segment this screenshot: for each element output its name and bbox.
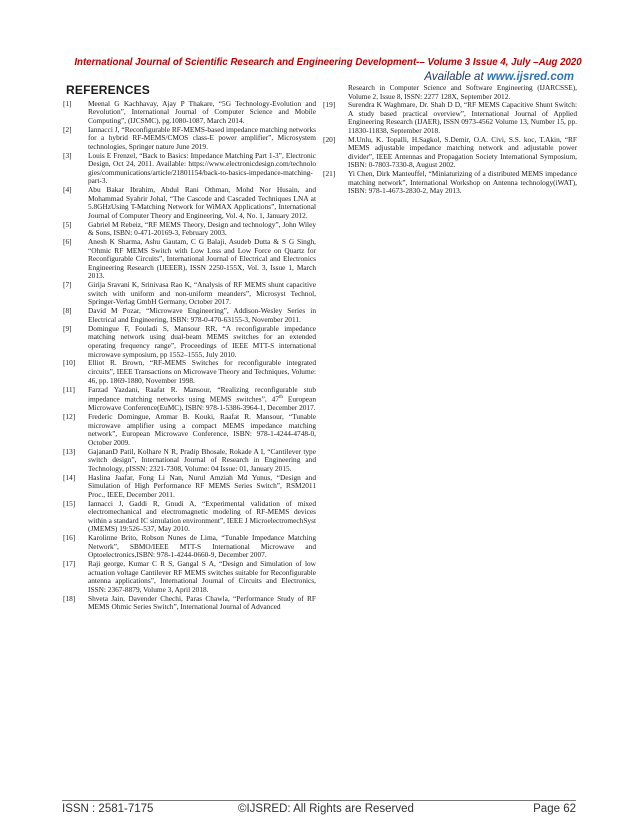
reference-text: M.Unlu, K. Topalli, H.Sagkol, S.Demir, O.A. Civi, S.S. koc, T.Akin, “RF MEMS adjustable impedance matching network and adjustable power divider”, IEEE Antennas and Propagation Society International Symposium, ISBN: 0-7803-7330-8, August 2002. <box>348 134 577 170</box>
reference-text: Surendra K Waghmare, Dr. Shah D D, “RF MEMS Capacitive Shunt Switch: A study based practical overview”, International Journal of Applied Engineering Research (IJAER), ISSN 0973-4562 Volume 13, Number 15, pp. 11830-11838, September 2018. <box>348 100 577 135</box>
reference-number: [15] <box>63 498 76 508</box>
references-heading: REFERENCES <box>66 83 151 97</box>
reference-item <box>63 325 316 359</box>
reference-item <box>63 560 316 594</box>
reference-item <box>63 448 316 474</box>
reference-item <box>63 534 316 560</box>
footer-copyright: ©IJSRED: All Rights are Reserved <box>238 803 414 815</box>
reference-number: [4] <box>63 185 72 195</box>
reference-item <box>323 101 577 135</box>
reference-number: [17] <box>63 559 76 569</box>
reference-item <box>63 413 316 447</box>
reference-item <box>323 170 577 196</box>
reference-text: David M Pozar, “Microwave Engineering”, Addison-Wesley Series in Electrical and Engineering, ISBN: 978-0-470-63155-3, November 2011. <box>88 306 316 324</box>
reference-item <box>63 100 316 126</box>
reference-text: Domingue F, Fouladi S, Mansour RR, “A reconfigurable impedance matching network using dual-beam MEMS switches for an extended operating frequency range”, Proceedings of IEEE MTT-S international microwave symposium, pp 1552–1555, July 2010. <box>88 323 316 359</box>
reference-text: Haslina Jaafar, Fong Li Nan, Nurul Amziah Md Yunus, “Design and Simulation of High Performance RF MEMS Series Switch”, RSM2011 Proc., IEEE, December 2011. <box>88 472 316 499</box>
reference-item <box>63 386 316 413</box>
reference-item <box>63 221 316 238</box>
footer-issn: ISSN : 2581-7175 <box>62 803 154 815</box>
reference-text: Abu Bakar Ibrahim, Abdul Rani Othman, Mohd Nor Husain, and Mohammad Syahrir Johal, “The Cascode and Cascaded Techniques LNA at 5.8GHzUsing T-Matching Network for WiMAX Applications”, International Journal of Computer Theory and Engineering, Vol. 4, No. 1, January 2012. <box>88 185 316 220</box>
reference-number: [12] <box>63 411 76 421</box>
reference-number: [10] <box>63 358 76 368</box>
reference-number: [14] <box>63 472 76 482</box>
reference-number: [2] <box>63 124 72 134</box>
reference-text: Gabriel M Rebeiz, “RF MEMS Theory, Design and technology”, John Wiley & Sons, ISBN: 0-471-20169-3, February 2003. <box>88 219 316 238</box>
reference-text: GajananD Patil, Kolhare N R, Pradip Bhosale, Rokade A I, “Cantilever type switch design”, International Journal of Research in Engineering and Technology, pISSN: 2321-7308, Volume: 04 Issue: 01, January 2015. <box>88 446 316 473</box>
reference-number: [7] <box>63 280 72 290</box>
reference-number: [20] <box>323 134 336 144</box>
reference-item <box>63 126 316 152</box>
reference-number: [9] <box>63 323 72 333</box>
reference-text: Karolinne Brito, Robson Nunes de Lima, “Tunable Impedance Matching Network”, SBMO/IEEE MTT-S International Microwave and Optoelectronics,ISBN: 978-1-4244-0660-9, December 2007. <box>88 533 316 560</box>
reference-continuation: Research in Computer Science and Software Engineering (IJARCSSE), Volume 2, Issue 8, ISSN: 2277 128X, September 2012. <box>348 83 577 101</box>
reference-text: Yi Chen, Dirk Manteuffel, “Miniaturizing of a distributed MEMS impedance matching network”, International Workshop on Antenna technology(iWAT), ISBN: 978-1-4673-2830-2, May 2013. <box>348 169 577 196</box>
journal-url-link[interactable]: www.ijsred.com <box>486 71 574 83</box>
reference-item <box>63 152 316 186</box>
reference-number: [18] <box>63 593 76 603</box>
reference-number: [6] <box>63 237 72 247</box>
reference-number: [5] <box>63 219 72 229</box>
reference-text: Raji george, Kumar C R S, Gangal S A, “Design and Simulation of low actuation voltage Cantilever RF MEMS switches suitable for Reconfigurable antenna applications”, International Journal of Circuits and Electronics, ISSN: 2367-8879, Volume 3, April 2018. <box>88 559 316 594</box>
reference-number: [21] <box>323 169 336 179</box>
reference-text-part: Farzad Yazdani, Raafat R. Mansour, “Realizing reconfigurable stub impedance matching networks using MEMS switches”, 47 <box>88 384 316 404</box>
reference-text: Frederic Domingue, Ammar B. Kouki, Raafat R. Mansour, “Tunable microwave amplifier using a compact MEMS impedance matching network”, European Microwave Conference, ISBN: 978-1-4244-4748-0, October 2009. <box>88 411 316 447</box>
reference-text-part: European Microwave Conference(EuMC), ISBN: 978-1-5386-3964-1, December 2017. <box>88 394 316 413</box>
reference-item <box>63 307 316 324</box>
reference-item <box>63 595 316 612</box>
reference-text: Meenal G Kachhavay, Ajay P Thakare, “5G Technology-Evolution and Revolution”, International Journal of Computer Science and Mobile Computing”, (IJCSMC), pg.1080-1087, March 2014. <box>88 98 316 125</box>
references-left-column <box>63 83 316 612</box>
journal-header-title: International Journal of Scientific Research and Engineering Development-– Volume 3 Issue 4, July –Aug 2020 <box>74 57 582 68</box>
reference-item <box>63 474 316 500</box>
reference-text: Iannacci J, Gaddi R, Gnudi A, “Experimental validation of mixed electromechanical and electromagnetic modeling of RF-MEMS devices within a standard IC simulation environment”, IEEE J MicroelectromechSyst (JMEMS) 19:526–537, May 2010. <box>88 498 316 534</box>
reference-text: Anesh K Sharma, Ashu Gautam, C G Balaji, Asudeb Dutta & S G Singh, “Ohmic RF MEMS Switch with Low Loss and Low Force on Quartz for Reconfigurable Circuits”, International Journal of Electrical and Electronics Engineering Research (IJEEER), ISSN 2250-155X, Vol. 3, Issue 1, March 2013. <box>88 237 316 281</box>
reference-item <box>63 238 316 281</box>
reference-item <box>63 186 316 220</box>
reference-text: Iannacci J, “Reconfigurable RF-MEMS-based impedance matching networks for a hybrid RF-MEMS/CMOS class-E power amplifier”, Microsystem technologies, Springer nature June 2019. <box>88 124 316 151</box>
reference-item <box>323 136 577 170</box>
reference-number: [11] <box>63 384 75 394</box>
reference-number: [1] <box>63 98 72 108</box>
reference-number: [3] <box>63 150 72 160</box>
reference-item <box>63 359 316 385</box>
reference-item <box>63 500 316 534</box>
reference-text: Louis E Frenzel, “Back to Basics: Impedance Matching Part 1-3”, Electronic Design, Oct 24, 2011. Available: https://www.electronicdesign.com/technologies/communications/article/21801154/back-to-basics-impedance-matching-part-3. <box>88 150 316 186</box>
reference-item <box>63 281 316 307</box>
available-label: Available at <box>424 71 487 83</box>
references-right-column <box>323 84 577 196</box>
reference-text: Girija Sravani K, Srinivasa Rao K, “Analysis of RF MEMS shunt capacitive switch with uniform and non-uniform meanders”, Microsyst Technol, Springer-Verlag GmbH Germany, October 2017. <box>88 280 316 307</box>
reference-number: [13] <box>63 446 76 456</box>
available-at-line <box>424 71 574 83</box>
footer-page-number: Page 62 <box>533 803 576 815</box>
footer-divider <box>62 800 576 801</box>
reference-number: [19] <box>323 100 336 110</box>
reference-number: [16] <box>63 533 76 543</box>
reference-number: [8] <box>63 306 72 316</box>
reference-text: Elliot R. Brown, “RF-MEMS Switches for reconfigurable integrated circuits”, IEEE Transactions on Microwave Theory and Techniques, Volume: 46, pp. 1869-1880, November 1998. <box>88 358 316 385</box>
reference-superscript: th <box>279 395 283 401</box>
reference-text: Shveta Jain, Davender Chechi, Paras Chawla, “Performance Study of RF MEMS Ohmic Series Switch”, International Journal of Advanced <box>88 593 316 612</box>
